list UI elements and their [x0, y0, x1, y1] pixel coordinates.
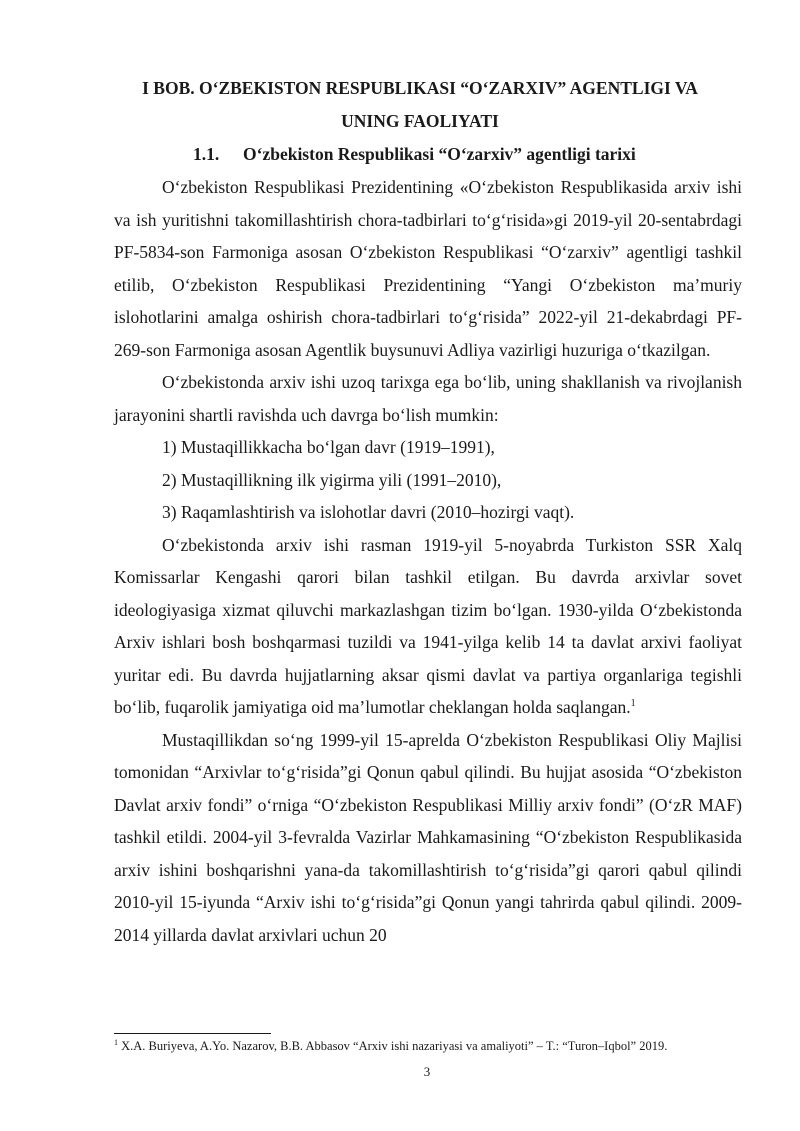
- paragraph-soviet-text: O‘zbekistonda arxiv ishi rasman 1919-yil 5-noyabrda Turkiston SSR Xalq Komissarlar Kengashi qarori bilan tashkil etilgan. Bu davrda arxivlar sovet ideologiyasiga xizmat qiluvchi markazlashgan tizim bo‘lgan. 1930-yilda O‘zbekistonda Arxiv ishlari bosh boshqarmasi tuzildi va 1941-yilga kelib 14 ta davlat arxivi faoliyat yuritar edi. Bu davrda hujjatlarning aksar qismi davlat va partiya organlariga tegishli bo‘lib, fuqarolik jamiyatiga oid ma’lumotlar cheklangan holda saqlangan.: [114, 534, 742, 717]
- chapter-title: [100, 72, 740, 138]
- list-item: 3) Raqamlashtirish va islohotlar davri (2010–hozirgi vaqt).: [162, 502, 575, 522]
- chapter-title-line-2: UNING FAOLIYATI: [341, 111, 499, 131]
- footnote-marker: 1: [114, 1037, 118, 1047]
- section-number: 1.1.: [193, 144, 220, 164]
- paragraph-agency-establishment: O‘zbekiston Respublikasi Prezidentining «O‘zbekiston Respublikasida arxiv ishi va ish yuritishni takomillashtirish chora-tadbirlari to‘g‘risida»gi 2019-yil 20-sentabrdagi PF-5834-son Farmoniga asosan O‘zbekiston Respublikasi “O‘zarxiv” agentligi tashkil etilib, O‘zbekiston Respublikasi Prezidentining “Yangi O‘zbekiston ma’muriy islohotlarini amalga oshirish chora-tadbirlari to‘g‘risida” 2022-yil 21-dekabrdagi PF-269-son Farmoniga asosan Agentlik buysunuvi Adliya vazirligi huzuriga o‘tkazilgan.: [114, 177, 742, 360]
- chapter-title-line-1: I BOB. O‘ZBEKISTON RESPUBLIKASI “O‘ZARXIV” AGENTLIGI VA: [142, 78, 698, 98]
- footnote: [114, 1038, 754, 1054]
- list-item: 2) Mustaqillikning ilk yigirma yili (1991–2010),: [162, 469, 502, 490]
- footnote-text: X.A. Buriyeva, A.Yo. Nazarov, B.B. Abbasov “Arxiv ishi nazariyasi va amaliyoti” – T.: “Turon–Iqbol” 2019.: [118, 1039, 668, 1053]
- paragraph-periods-intro: O‘zbekistonda arxiv ishi uzoq tarixga ega bo‘lib, uning shakllanish va rivojlanish jarayonini shartli ravishda uch davrga bo‘lish mumkin:: [114, 372, 742, 425]
- list-item: 1) Mustaqillikkacha bo‘lgan davr (1919–1991),: [162, 437, 495, 457]
- section-title-text: O‘zbekiston Respublikasi “O‘zarxiv” agentligi tarixi: [243, 144, 636, 164]
- paragraph-soviet-period: [114, 529, 742, 724]
- body-text: [114, 171, 742, 951]
- paragraph-independence-period: Mustaqillikdan so‘ng 1999-yil 15-aprelda O‘zbekiston Respublikasi Oliy Majlisi tomonidan “Arxivlar to‘g‘risida”gi Qonun qabul qilindi. Bu hujjat asosida “O‘zbekiston Davlat arxiv fondi” o‘rniga “O‘zbekiston Respublikasi Milliy arxiv fondi” (O‘zR MAF) tashkil etildi. 2004-yil 3-fevralda Vazirlar Mahkamasining “O‘zbekiston Respublikasida arxiv ishini boshqarishni yana-da takomillashtirish to‘g‘risida”gi qarori qabul qilindi 2010-yil 15-iyunda “Arxiv ishi to‘g‘risida”gi Qonun yangi tahrirda qabul qilindi. 2009-2014 yillarda davlat arxivlari uchun 20: [114, 729, 742, 945]
- periods-list: [114, 431, 742, 529]
- footnote-reference[interactable]: 1: [630, 698, 636, 710]
- footnote-divider: [114, 1033, 271, 1034]
- page-number: 3: [423, 1064, 431, 1079]
